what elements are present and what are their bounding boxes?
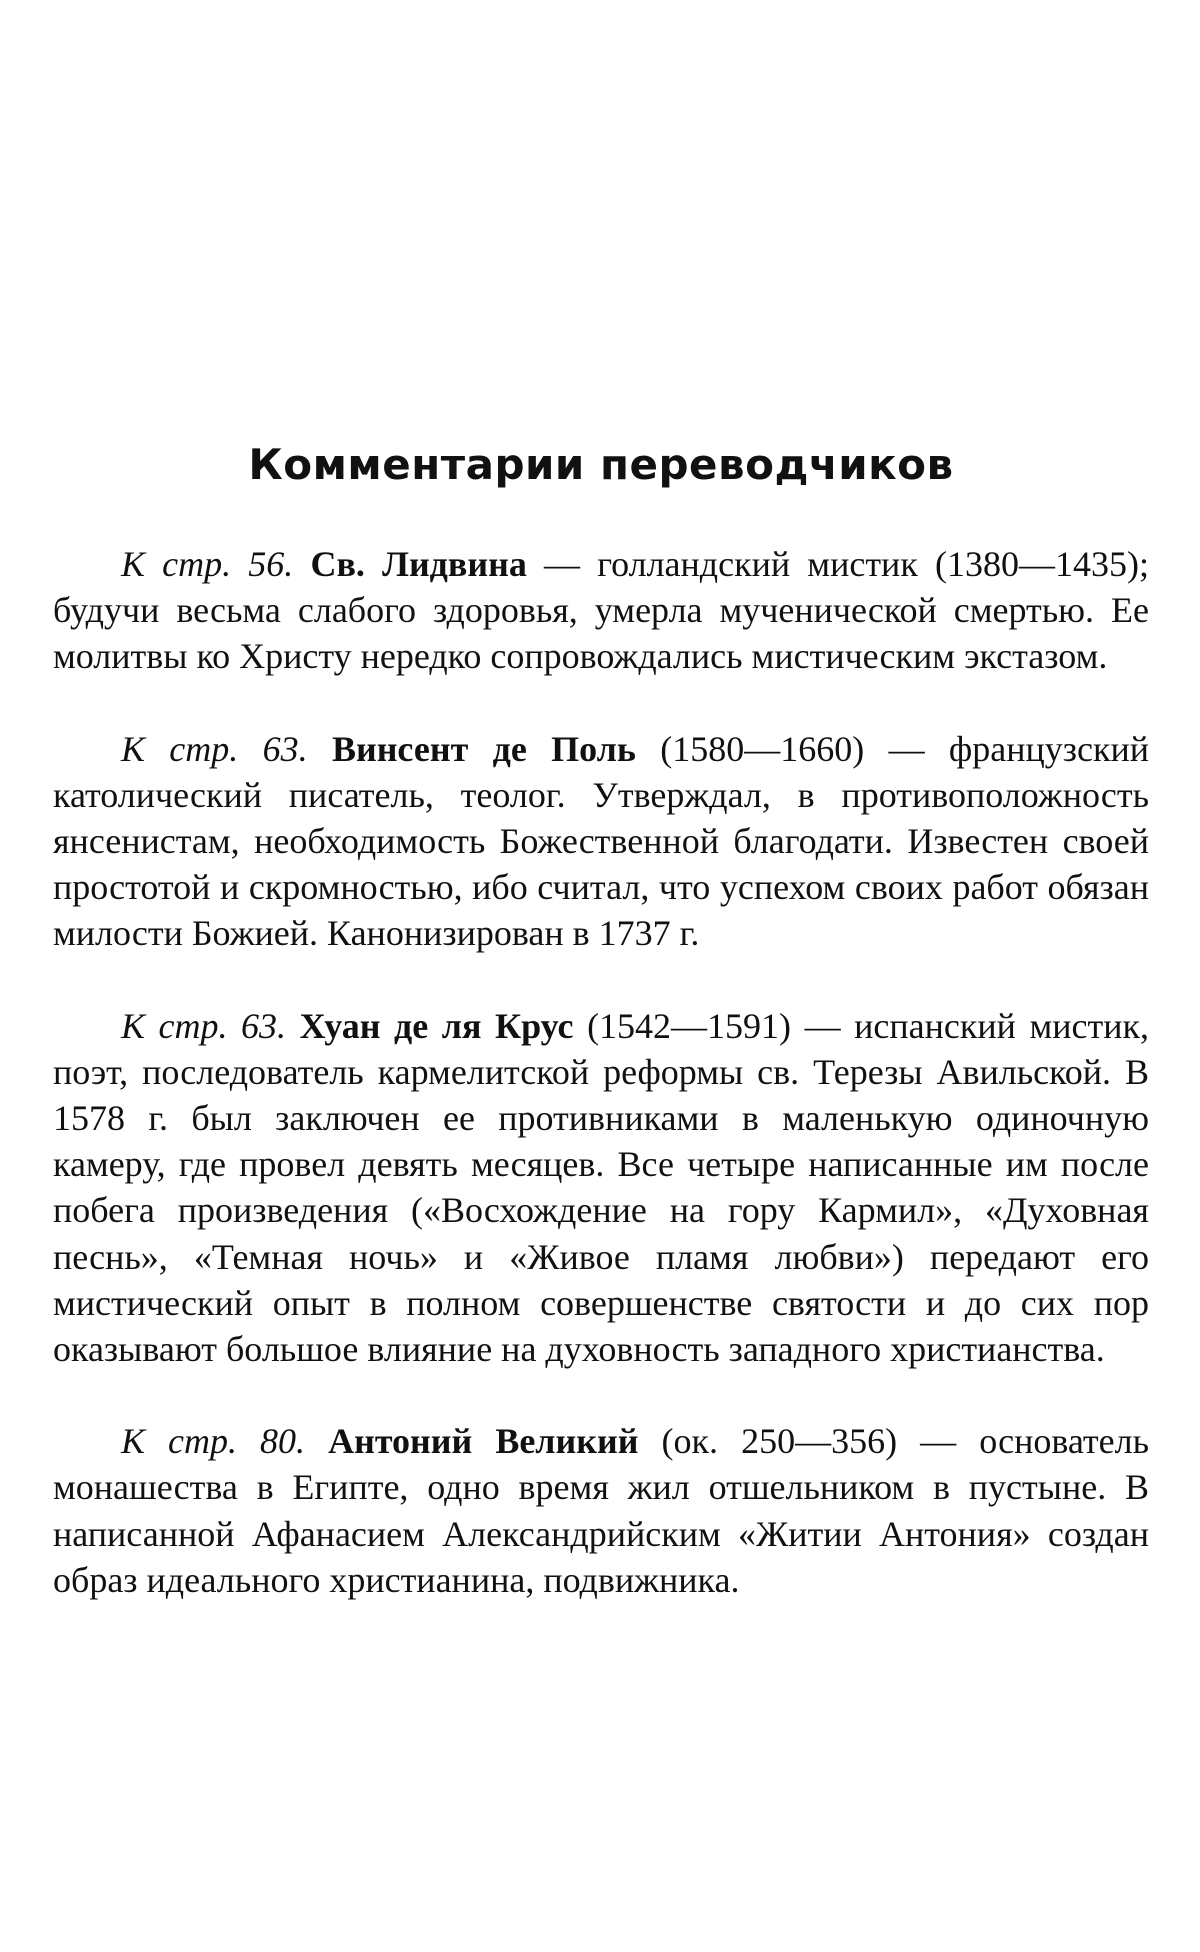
comment-text: (1542—1591) — испанский мистик, поэт, последователь кармелитской реформы св. Терезы Авильской. В 1578 г. был заключен ее противниками в маленькую одиночную камеру, где провел девять месяцев. Все четыре написанные им после побега произведения («Восхождение на гору Кармил», «Духовная песнь», «Темная ночь» и «Живое пламя любви») передают его мистический опыт в полном совершенстве святости и до сих пор оказывают большое влияние на духовность западного христианства. xyxy=(53,1005,1149,1370)
person-name: Хуан де ля Крус xyxy=(299,1005,574,1046)
comment-vincent-de-paul xyxy=(53,726,1149,957)
comment-paragraph xyxy=(53,726,1149,957)
person-name: Антоний Великий xyxy=(328,1421,639,1462)
document-page xyxy=(53,440,1149,1649)
comment-lidvina xyxy=(53,541,1149,680)
comment-paragraph xyxy=(53,1418,1149,1603)
comment-juan-de-la-cruz xyxy=(53,1003,1149,1373)
person-name: Винсент де Поль xyxy=(331,728,636,769)
page-title: Комментарии переводчиков xyxy=(248,440,954,489)
comment-text: (ок. 250—356) — основатель монашества в Египте, одно время жил отшельником в пустыне. В написанной Афанасием Александрийским «Житии Антония» создан образ идеального христианина, подвижника. xyxy=(53,1421,1149,1600)
page-reference: К стр. 63. xyxy=(121,1005,286,1046)
page-reference: К стр. 56. xyxy=(121,544,294,584)
comment-paragraph xyxy=(53,1003,1149,1373)
comment-text: (1580—1660) — французский католический писатель, теолог. Утверждал, в противоположность янсенистам, необходимость Божественной благодати. Известен своей простотой и скромностью, ибо считал, что успехом своих работ обязан милости Божией. Канонизирован в 1737 г. xyxy=(53,728,1149,954)
person-name: Св. Лидвина xyxy=(310,544,527,584)
page-reference: К стр. 80. xyxy=(121,1421,306,1462)
comment-anthony-the-great xyxy=(53,1418,1149,1603)
comment-text: — голландский мистик (1380—1435); будучи весьма слабого здоровья, умерла мученической смертью. Ее молитвы ко Христу нередко сопровождались мистическим экстазом. xyxy=(53,544,1149,677)
page-reference: К стр. 63. xyxy=(121,728,308,769)
comment-paragraph xyxy=(53,541,1149,680)
